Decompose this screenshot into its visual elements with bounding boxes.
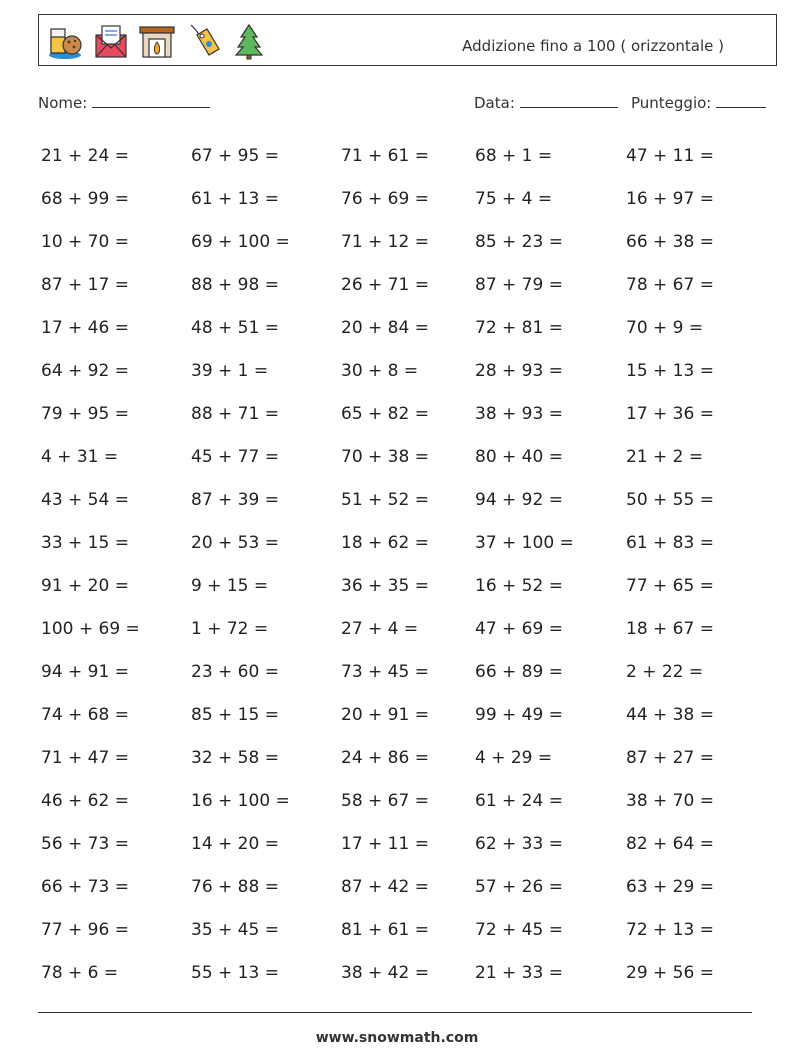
problem-cell: 87 + 27 = xyxy=(626,747,714,768)
problem-cell: 81 + 61 = xyxy=(341,919,429,940)
problem-cell: 16 + 100 = xyxy=(191,790,290,811)
name-field xyxy=(38,93,210,112)
problem-cell: 91 + 20 = xyxy=(41,575,129,596)
problem-cell: 46 + 62 = xyxy=(41,790,129,811)
problem-cell: 94 + 91 = xyxy=(41,661,129,682)
problem-cell: 38 + 93 = xyxy=(475,403,563,424)
problem-cell: 17 + 36 = xyxy=(626,403,714,424)
problem-cell: 80 + 40 = xyxy=(475,446,563,467)
problem-cell: 78 + 67 = xyxy=(626,274,714,295)
problem-row xyxy=(41,908,781,951)
problem-cell: 48 + 51 = xyxy=(191,317,279,338)
problem-row xyxy=(41,349,781,392)
problem-cell: 66 + 89 = xyxy=(475,661,563,682)
problem-cell: 87 + 79 = xyxy=(475,274,563,295)
problem-row xyxy=(41,177,781,220)
problem-cell: 76 + 69 = xyxy=(341,188,429,209)
problem-cell: 9 + 15 = xyxy=(191,575,269,596)
problem-cell: 26 + 71 = xyxy=(341,274,429,295)
problem-cell: 77 + 65 = xyxy=(626,575,714,596)
problem-cell: 71 + 47 = xyxy=(41,747,129,768)
problem-cell: 78 + 6 = xyxy=(41,962,119,983)
problem-cell: 87 + 17 = xyxy=(41,274,129,295)
problem-cell: 70 + 9 = xyxy=(626,317,704,338)
problem-cell: 70 + 38 = xyxy=(341,446,429,467)
score-field xyxy=(631,93,766,112)
problem-cell: 4 + 31 = xyxy=(41,446,119,467)
problem-cell: 68 + 1 = xyxy=(475,145,553,166)
worksheet-title: Addizione fino a 100 ( orizzontale ) xyxy=(462,37,724,55)
problem-cell: 94 + 92 = xyxy=(475,489,563,510)
problem-cell: 72 + 45 = xyxy=(475,919,563,940)
problem-cell: 61 + 13 = xyxy=(191,188,279,209)
problem-row xyxy=(41,306,781,349)
problem-row xyxy=(41,478,781,521)
problem-cell: 14 + 20 = xyxy=(191,833,279,854)
problem-cell: 44 + 38 = xyxy=(626,704,714,725)
problem-cell: 55 + 13 = xyxy=(191,962,279,983)
problem-row xyxy=(41,650,781,693)
problem-cell: 72 + 81 = xyxy=(475,317,563,338)
problem-cell: 33 + 15 = xyxy=(41,532,129,553)
problem-cell: 1 + 72 = xyxy=(191,618,269,639)
problem-row xyxy=(41,865,781,908)
problem-cell: 57 + 26 = xyxy=(475,876,563,897)
score-label: Punteggio: xyxy=(631,94,712,112)
problem-cell: 17 + 11 = xyxy=(341,833,429,854)
problem-cell: 18 + 67 = xyxy=(626,618,714,639)
problem-cell: 32 + 58 = xyxy=(191,747,279,768)
problem-row xyxy=(41,951,781,994)
problem-cell: 24 + 86 = xyxy=(341,747,429,768)
problem-cell: 58 + 67 = xyxy=(341,790,429,811)
problem-cell: 75 + 4 = xyxy=(475,188,553,209)
problem-cell: 79 + 95 = xyxy=(41,403,129,424)
problem-cell: 47 + 11 = xyxy=(626,145,714,166)
problem-cell: 30 + 8 = xyxy=(341,360,419,381)
problem-cell: 74 + 68 = xyxy=(41,704,129,725)
problem-cell: 66 + 73 = xyxy=(41,876,129,897)
problem-cell: 10 + 70 = xyxy=(41,231,129,252)
date-field xyxy=(474,93,618,112)
problem-cell: 16 + 97 = xyxy=(626,188,714,209)
problem-cell: 64 + 92 = xyxy=(41,360,129,381)
problem-cell: 65 + 82 = xyxy=(341,403,429,424)
name-blank[interactable] xyxy=(92,93,210,108)
date-label: Data: xyxy=(474,94,515,112)
worksheet-header xyxy=(38,14,777,66)
problem-row xyxy=(41,607,781,650)
problem-cell: 61 + 83 = xyxy=(626,532,714,553)
problem-cell: 38 + 70 = xyxy=(626,790,714,811)
problem-cell: 87 + 42 = xyxy=(341,876,429,897)
problem-cell: 61 + 24 = xyxy=(475,790,563,811)
problem-row xyxy=(41,521,781,564)
problem-cell: 21 + 2 = xyxy=(626,446,704,467)
problem-row xyxy=(41,822,781,865)
problem-cell: 85 + 23 = xyxy=(475,231,563,252)
problem-cell: 38 + 42 = xyxy=(341,962,429,983)
problem-cell: 88 + 71 = xyxy=(191,403,279,424)
problem-cell: 29 + 56 = xyxy=(626,962,714,983)
problem-cell: 23 + 60 = xyxy=(191,661,279,682)
problem-cell: 39 + 1 = xyxy=(191,360,269,381)
gift-tag-icon xyxy=(183,21,223,61)
problem-row xyxy=(41,693,781,736)
problem-cell: 28 + 93 = xyxy=(475,360,563,381)
problem-cell: 72 + 13 = xyxy=(626,919,714,940)
problem-row xyxy=(41,134,781,177)
problem-cell: 15 + 13 = xyxy=(626,360,714,381)
problem-cell: 99 + 49 = xyxy=(475,704,563,725)
problem-cell: 27 + 4 = xyxy=(341,618,419,639)
problem-cell: 56 + 73 = xyxy=(41,833,129,854)
problem-grid xyxy=(41,134,781,994)
footer-url: www.snowmath.com xyxy=(315,1030,479,1046)
fireplace-icon xyxy=(137,21,177,61)
problem-cell: 77 + 96 = xyxy=(41,919,129,940)
problem-cell: 21 + 24 = xyxy=(41,145,129,166)
problem-row xyxy=(41,779,781,822)
problem-cell: 88 + 98 = xyxy=(191,274,279,295)
problem-cell: 21 + 33 = xyxy=(475,962,563,983)
problem-row xyxy=(41,220,781,263)
problem-cell: 16 + 52 = xyxy=(475,575,563,596)
problem-cell: 20 + 84 = xyxy=(341,317,429,338)
problem-cell: 67 + 95 = xyxy=(191,145,279,166)
problem-cell: 62 + 33 = xyxy=(475,833,563,854)
problem-cell: 68 + 99 = xyxy=(41,188,129,209)
problem-cell: 82 + 64 = xyxy=(626,833,714,854)
score-blank[interactable] xyxy=(716,93,766,108)
problem-cell: 45 + 77 = xyxy=(191,446,279,467)
problem-cell: 37 + 100 = xyxy=(475,532,574,553)
problem-cell: 87 + 39 = xyxy=(191,489,279,510)
problem-cell: 2 + 22 = xyxy=(626,661,704,682)
problem-cell: 71 + 61 = xyxy=(341,145,429,166)
problem-cell: 50 + 55 = xyxy=(626,489,714,510)
problem-cell: 85 + 15 = xyxy=(191,704,279,725)
problem-cell: 36 + 35 = xyxy=(341,575,429,596)
christmas-tree-icon xyxy=(229,21,269,61)
problem-cell: 51 + 52 = xyxy=(341,489,429,510)
problem-row xyxy=(41,736,781,779)
problem-row xyxy=(41,564,781,607)
date-blank[interactable] xyxy=(520,93,618,108)
problem-cell: 43 + 54 = xyxy=(41,489,129,510)
problem-row xyxy=(41,263,781,306)
problem-cell: 100 + 69 = xyxy=(41,618,140,639)
problem-row xyxy=(41,392,781,435)
problem-cell: 4 + 29 = xyxy=(475,747,553,768)
problem-row xyxy=(41,435,781,478)
problem-cell: 63 + 29 = xyxy=(626,876,714,897)
cookies-milk-icon xyxy=(45,21,85,61)
problem-cell: 17 + 46 = xyxy=(41,317,129,338)
name-label: Nome: xyxy=(38,94,88,112)
problem-cell: 20 + 53 = xyxy=(191,532,279,553)
problem-cell: 35 + 45 = xyxy=(191,919,279,940)
problem-cell: 73 + 45 = xyxy=(341,661,429,682)
problem-cell: 20 + 91 = xyxy=(341,704,429,725)
problem-cell: 18 + 62 = xyxy=(341,532,429,553)
problem-cell: 76 + 88 = xyxy=(191,876,279,897)
header-icons xyxy=(45,21,269,61)
christmas-letter-icon xyxy=(91,21,131,61)
footer-divider xyxy=(38,1012,752,1013)
problem-cell: 47 + 69 = xyxy=(475,618,563,639)
problem-cell: 71 + 12 = xyxy=(341,231,429,252)
problem-cell: 69 + 100 = xyxy=(191,231,290,252)
problem-cell: 66 + 38 = xyxy=(626,231,714,252)
